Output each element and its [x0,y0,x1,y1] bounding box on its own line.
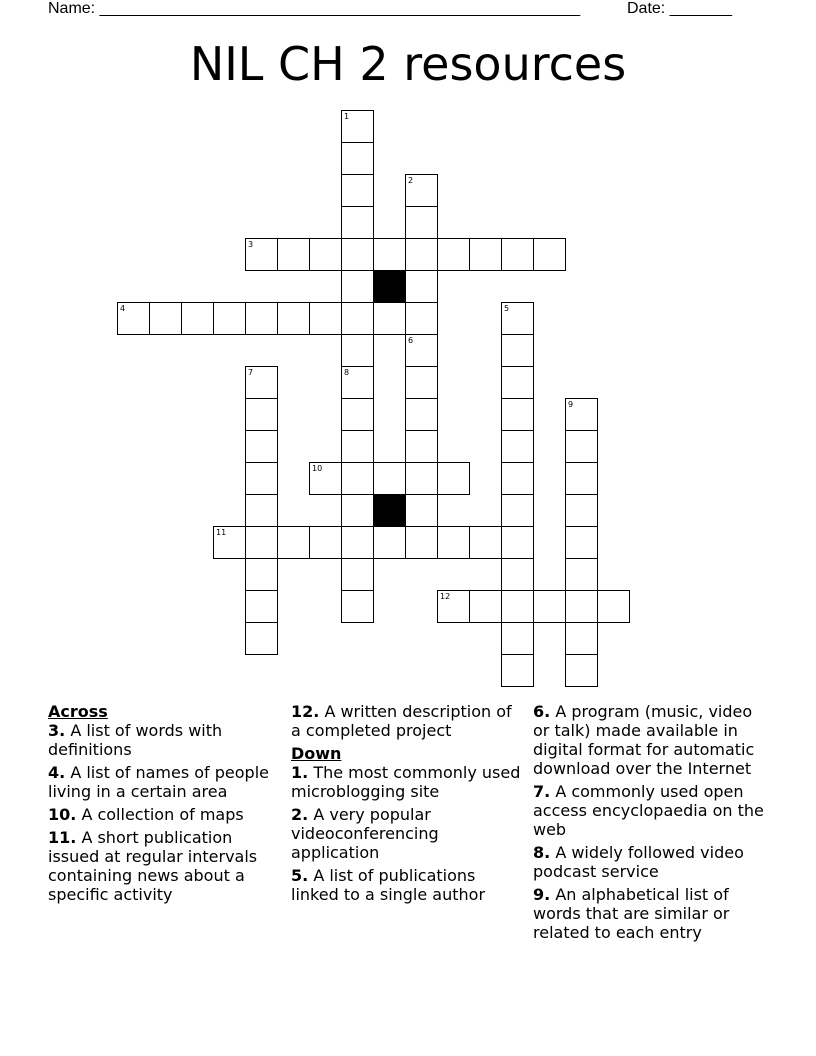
crossword-cell[interactable] [501,526,534,559]
crossword-cell[interactable] [245,558,278,591]
cell-number: 2 [408,176,414,185]
crossword-cell[interactable] [341,398,374,431]
crossword-cell[interactable] [181,302,214,335]
crossword-cell[interactable] [213,302,246,335]
cell-number: 7 [248,368,254,377]
clue-down-9 [533,885,773,942]
clue-number: 1. [291,763,309,782]
crossword-cell[interactable] [501,398,534,431]
crossword-cell[interactable] [405,462,438,495]
crossword-cell[interactable] [501,622,534,655]
clue-text: A collection of maps [81,805,244,824]
clue-number: 4. [48,763,66,782]
crossword-cell[interactable] [565,526,598,559]
crossword-cell[interactable] [341,558,374,591]
crossword-cell[interactable] [501,366,534,399]
cell-number: 3 [248,240,254,249]
crossword-cell[interactable] [117,302,150,335]
clue-text: A short publication issued at regular intervals containing news about a specific activity [48,828,258,904]
clue-number: 11. [48,828,77,847]
crossword-cell[interactable] [469,526,502,559]
clue-down-8 [533,843,773,881]
black-square [373,494,406,527]
clue-number: 9. [533,885,551,904]
clue-text: A list of names of people living in a certain area [48,763,269,801]
black-square [373,270,406,303]
clue-text: A very popular videoconferencing application [291,805,439,862]
clues-column-1 [48,702,278,908]
clue-across-11 [48,828,278,904]
clue-text: A program (music, video or talk) made available in digital format for automatic download over the Internet [533,702,755,778]
clue-down-2 [291,805,523,862]
clue-text: A commonly used open access encyclopaedia on the web [533,782,764,839]
crossword-cell[interactable] [341,430,374,463]
crossword-cell[interactable] [469,590,502,623]
crossword-cell[interactable] [341,366,374,399]
crossword-cell[interactable] [245,302,278,335]
crossword-cell[interactable] [405,174,438,207]
crossword-cell[interactable] [341,526,374,559]
crossword-cell[interactable] [405,302,438,335]
clue-down-1 [291,763,523,801]
clue-text: A list of publications linked to a single author [291,866,486,904]
clue-down-7 [533,782,773,839]
crossword-cell[interactable] [341,270,374,303]
crossword-cell[interactable] [245,430,278,463]
crossword-cell[interactable] [245,366,278,399]
crossword-cell[interactable] [373,238,406,271]
crossword-cell[interactable] [501,238,534,271]
crossword-cell[interactable] [341,494,374,527]
clue-number: 10. [48,805,77,824]
crossword-cell[interactable] [533,590,566,623]
crossword-cell[interactable] [405,366,438,399]
crossword-cell[interactable] [405,398,438,431]
clue-text: An alphabetical list of words that are similar or related to each entry [533,885,730,942]
clues-column-3 [533,702,773,946]
cell-number: 6 [408,336,414,345]
crossword-cell[interactable] [245,622,278,655]
clue-down-5 [291,866,523,904]
crossword-cell[interactable] [341,302,374,335]
clue-across-4 [48,763,278,801]
crossword-cell[interactable] [437,462,470,495]
crossword-cell[interactable] [437,526,470,559]
page-title: NIL CH 2 resources [189,37,627,91]
crossword-cell[interactable] [373,526,406,559]
crossword-cell[interactable] [405,526,438,559]
crossword-cell[interactable] [565,558,598,591]
crossword-cell[interactable] [565,622,598,655]
crossword-cell[interactable] [245,590,278,623]
crossword-cell[interactable] [469,238,502,271]
crossword-cell[interactable] [309,526,342,559]
clue-number: 6. [533,702,551,721]
crossword-cell[interactable] [533,238,566,271]
cell-number: 11 [216,528,227,537]
crossword-cell[interactable] [405,334,438,367]
cell-number: 1 [344,112,350,121]
clue-text: A written description of a completed project [291,702,512,740]
clue-number: 12. [291,702,320,721]
crossword-cell[interactable] [405,238,438,271]
crossword-cell[interactable] [501,654,534,687]
crossword-cell[interactable] [213,526,246,559]
crossword-cell[interactable] [373,302,406,335]
clue-number: 3. [48,721,66,740]
crossword-cell[interactable] [373,462,406,495]
across-heading: Across [48,702,108,721]
crossword-cell[interactable] [341,206,374,239]
crossword-cell[interactable] [501,558,534,591]
crossword-cell[interactable] [501,590,534,623]
crossword-cell[interactable] [565,398,598,431]
crossword-cell[interactable] [565,590,598,623]
crossword-cell[interactable] [565,430,598,463]
clue-number: 7. [533,782,551,801]
clues-column-2 [291,702,523,908]
cell-number: 9 [568,400,574,409]
crossword-cell[interactable] [245,462,278,495]
clue-down-6 [533,702,773,778]
crossword-cell[interactable] [277,526,310,559]
cell-number: 4 [120,304,126,313]
crossword-cell[interactable] [565,494,598,527]
crossword-cell[interactable] [341,590,374,623]
crossword-cell[interactable] [341,238,374,271]
crossword-cell[interactable] [597,590,630,623]
cell-number: 5 [504,304,510,313]
clue-number: 8. [533,843,551,862]
crossword-cell[interactable] [245,238,278,271]
crossword-cell[interactable] [341,334,374,367]
clue-text: The most commonly used microblogging site [291,763,521,801]
clue-number: 5. [291,866,309,885]
name-field[interactable]: Name: ______________________________________________________ [48,0,581,17]
crossword-cell[interactable] [149,302,182,335]
crossword-cell[interactable] [405,494,438,527]
crossword-cell[interactable] [501,494,534,527]
crossword-cell[interactable] [341,110,374,143]
crossword-cell[interactable] [245,526,278,559]
cell-number: 8 [344,368,350,377]
cell-number: 12 [440,592,451,601]
crossword-cell[interactable] [501,302,534,335]
crossword-cell[interactable] [501,430,534,463]
crossword-cell[interactable] [277,238,310,271]
crossword-cell[interactable] [309,302,342,335]
crossword-cell[interactable] [309,462,342,495]
crossword-cell[interactable] [405,430,438,463]
crossword-cell[interactable] [405,270,438,303]
crossword-cell[interactable] [245,494,278,527]
crossword-cell[interactable] [341,174,374,207]
crossword-cell[interactable] [341,142,374,175]
crossword-cell[interactable] [405,206,438,239]
down-heading: Down [291,744,342,763]
crossword-cell[interactable] [309,238,342,271]
cell-number: 10 [312,464,323,473]
date-field[interactable]: Date: _______ [627,0,732,17]
clue-across-10 [48,805,278,824]
crossword-cell[interactable] [437,238,470,271]
crossword-cell[interactable] [565,462,598,495]
crossword-cell[interactable] [565,654,598,687]
crossword-cell[interactable] [501,462,534,495]
clue-across-3 [48,721,278,759]
clue-across-12 [291,702,523,740]
crossword-cell[interactable] [277,302,310,335]
clue-text: A list of words with definitions [48,721,223,759]
crossword-cell[interactable] [501,334,534,367]
clue-number: 2. [291,805,309,824]
crossword-cell[interactable] [437,590,470,623]
crossword-cell[interactable] [245,398,278,431]
clue-text: A widely followed video podcast service [533,843,744,881]
crossword-cell[interactable] [341,462,374,495]
